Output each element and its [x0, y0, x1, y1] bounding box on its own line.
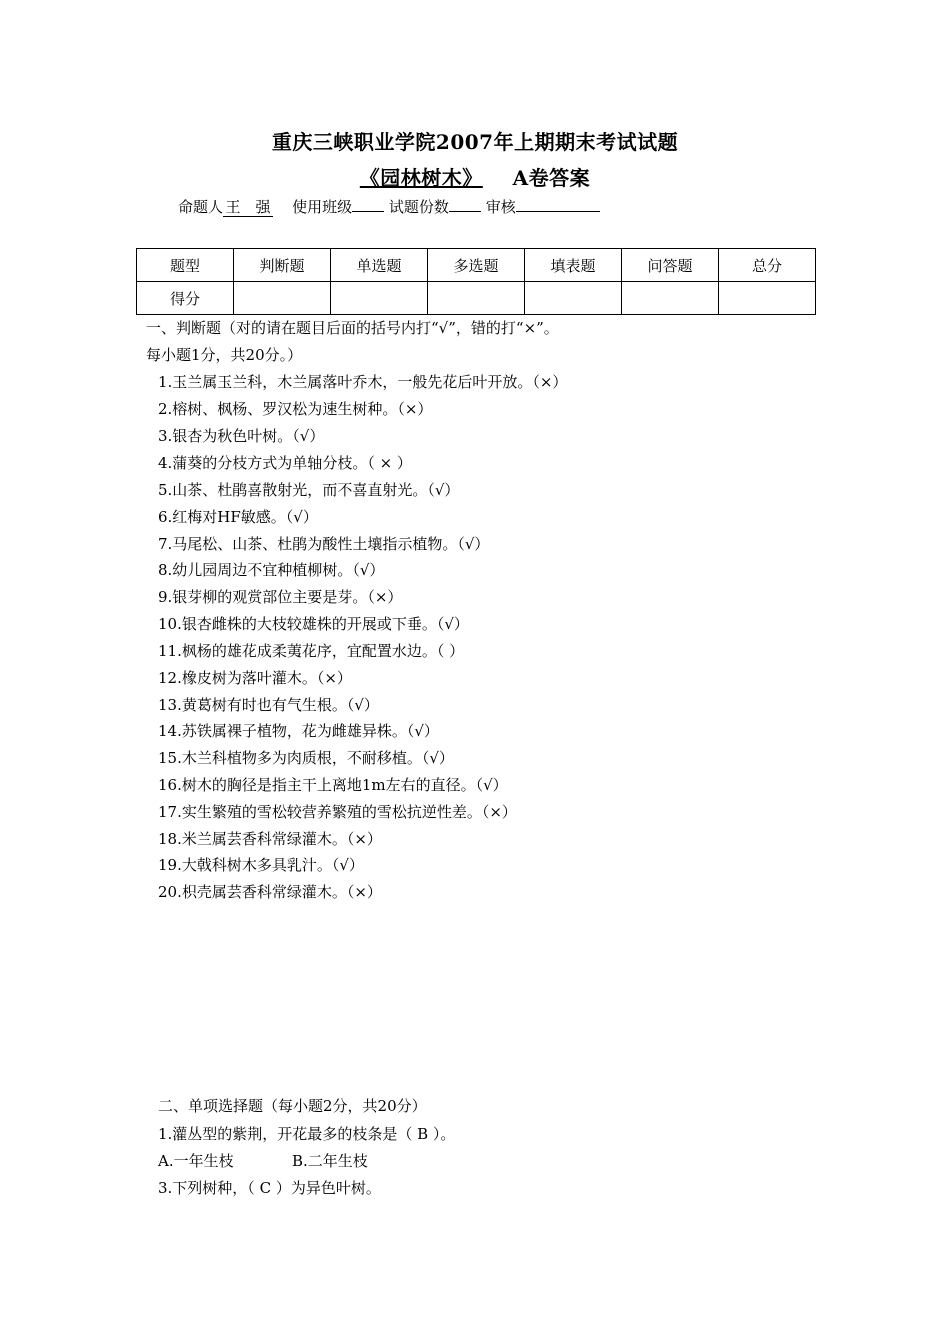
table-cell: 得分	[137, 282, 234, 315]
author-name: 王 强	[223, 199, 273, 217]
score-table-score-row	[137, 282, 816, 315]
list-item: 6.红梅对HF敏感。（√）	[158, 508, 318, 526]
list-item: 16.树木的胸径是指主干上离地1m左右的直径。（√）	[158, 776, 508, 794]
table-cell: 题型	[137, 249, 234, 282]
class-label: 使用班级	[292, 198, 353, 216]
score-input-cell[interactable]	[622, 282, 719, 315]
list-item: 19.大戟科树木多具乳汁。（√）	[158, 856, 364, 874]
question-1-option-a: A.一年生枝	[158, 1152, 234, 1170]
review-blank	[516, 211, 600, 212]
review-label: 审核	[485, 198, 516, 216]
exam-title: 重庆三峡职业学院2007年上期期末考试试题	[271, 130, 679, 154]
list-item: 17.实生繁殖的雪松较营养繁殖的雪松抗逆性差。（×）	[158, 803, 517, 821]
question-1: 1.灌丛型的紫荆，开花最多的枝条是（ B ）。	[158, 1125, 456, 1143]
list-item: 1.玉兰属玉兰科，木兰属落叶乔木，一般先花后叶开放。（×）	[158, 373, 568, 391]
section2-heading: 二、单项选择题（每小题2分，共20分）	[158, 1097, 427, 1115]
list-item: 3.银杏为秋色叶树。（√）	[158, 427, 325, 445]
copies-label: 试题份数	[388, 198, 449, 216]
list-item: 13.黄葛树有时也有气生根。（√）	[158, 696, 379, 714]
score-input-cell[interactable]	[525, 282, 622, 315]
author-label: 命题人	[178, 198, 224, 216]
copies-blank	[449, 211, 481, 212]
question-1-option-b: B.二年生枝	[292, 1152, 368, 1170]
score-input-cell[interactable]	[428, 282, 525, 315]
section1-heading: 一、判断题（对的请在题目后面的括号内打“√”，错的打“×”。	[146, 319, 559, 337]
list-item: 5.山茶、杜鹃喜散射光，而不喜直射光。（√）	[158, 481, 460, 499]
list-item: 11.枫杨的雄花成柔荑花序，宜配置水边。（ ）	[158, 642, 465, 660]
list-item: 8.幼儿园周边不宜种植柳树。（√）	[158, 561, 385, 579]
table-cell: 填表题	[525, 249, 622, 282]
list-item: 10.银杏雌株的大枝较雄株的开展或下垂。（√）	[158, 615, 469, 633]
table-cell: 总分	[719, 249, 816, 282]
table-cell: 判断题	[234, 249, 331, 282]
list-item: 7.马尾松、山茶、杜鹃为酸性土壤指示植物。（√）	[158, 535, 490, 553]
list-item: 2.榕树、枫杨、罗汉松为速生树种。（×）	[158, 400, 433, 418]
list-item: 9.银芽柳的观赏部位主要是芽。（×）	[158, 588, 403, 606]
paper-type: A卷答案	[512, 166, 591, 190]
list-item: 20.枳壳属芸香科常绿灌木。（×）	[158, 883, 382, 901]
table-cell: 多选题	[428, 249, 525, 282]
course-name: 《园林树木》	[359, 166, 483, 190]
section1-heading-cont: 每小题1分，共20分。）	[146, 346, 303, 364]
exam-meta	[178, 196, 600, 217]
list-item: 14.苏铁属裸子植物，花为雌雄异株。（√）	[158, 722, 439, 740]
exam-subtitle	[0, 162, 950, 191]
score-table-header-row	[137, 249, 816, 282]
table-cell: 问答题	[622, 249, 719, 282]
list-item: 15.木兰科植物多为肉质根，不耐移植。（√）	[158, 749, 454, 767]
score-input-cell[interactable]	[331, 282, 428, 315]
score-input-cell[interactable]	[234, 282, 331, 315]
list-item: 18.米兰属芸香科常绿灌木。（×）	[158, 830, 382, 848]
list-item: 12.橡皮树为落叶灌木。（×）	[158, 669, 352, 687]
list-item: 4.蒲葵的分枝方式为单轴分枝。（ × ）	[158, 454, 412, 472]
score-table	[136, 248, 816, 315]
table-cell: 单选题	[331, 249, 428, 282]
score-input-cell[interactable]	[719, 282, 816, 315]
class-blank	[352, 211, 384, 212]
question-3: 3.下列树种，（ C ）为异色叶树。	[158, 1179, 381, 1197]
